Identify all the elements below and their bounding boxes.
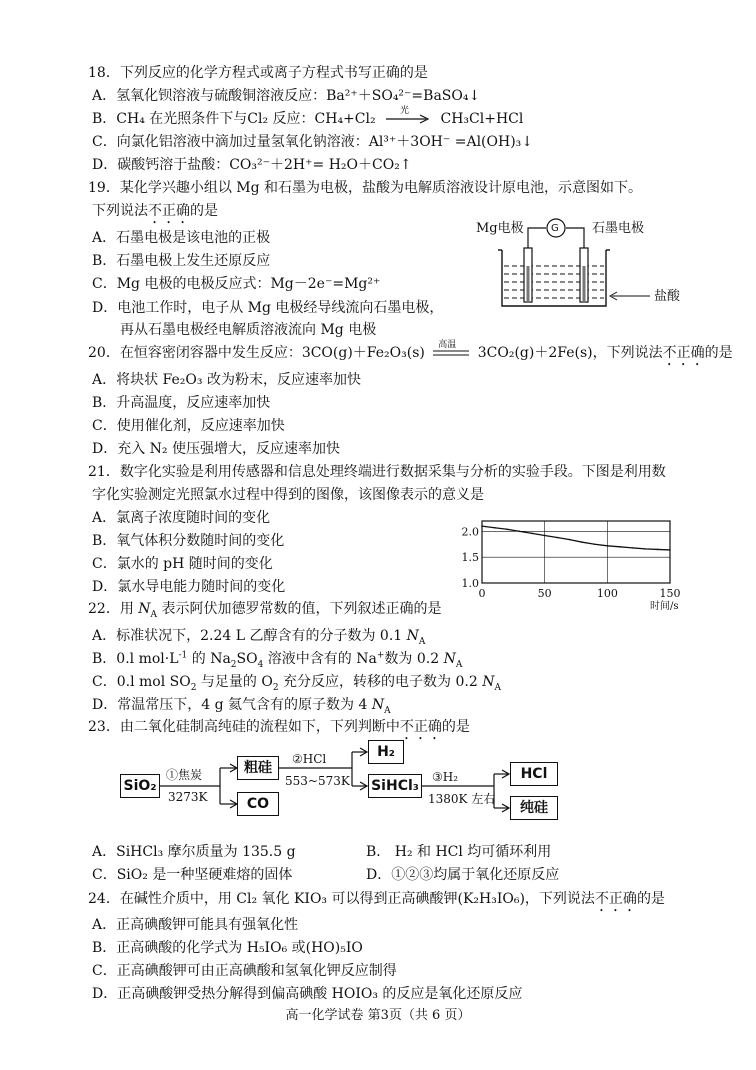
- right-arrow-icon: [386, 112, 430, 126]
- q18-option-b: [92, 106, 524, 129]
- chart-ytick-label: 1.5: [461, 551, 479, 565]
- q21-option-a: A．氯离子浓度随时间的变化: [92, 510, 271, 526]
- silicon-production-flowchart: [120, 738, 580, 830]
- co-box: CO: [237, 792, 279, 816]
- hydrochloric-acid-label: 盐酸: [654, 289, 681, 304]
- step2-condition-top: ②HCl: [292, 752, 327, 766]
- chart-data-point: [669, 549, 671, 551]
- q19-stem-end: 的是: [190, 203, 218, 219]
- q20-option-a: A．将块状 Fe₂O₃ 改为粉末，反应速率加快: [92, 372, 361, 388]
- chart-data-point: [531, 533, 533, 535]
- galvanometer-label: G: [551, 223, 559, 234]
- q24-option-d: D．正高碘酸钾受热分解得到偏高碘酸 HOIO₃ 的反应是氧化还原反应: [92, 986, 523, 1002]
- q18-option-a: A．氢氧化钡溶液与硫酸铜溶液反应：Ba²⁺＋SO₄²⁻=BaSO₄↓: [92, 88, 481, 104]
- chart-xtick-label: 50: [537, 587, 552, 600]
- q22-stem: 22．用 $N_A$ 表示阿伏加德罗常数的值，下列叙述正确的是: [88, 601, 442, 620]
- q20-option-b: B．升高温度，反应速率加快: [92, 395, 271, 411]
- q24-stem-end: 的是: [636, 891, 665, 907]
- q19-stem-text: 下列说法: [92, 203, 148, 219]
- graphite-electrode-label: 石墨电极: [592, 221, 645, 236]
- step2-condition-bottom: 553~573K: [285, 774, 350, 788]
- q20-emphasis-not-correct: 不正确: [662, 345, 705, 361]
- chart-data-point: [481, 525, 483, 527]
- chart-xtick-label: 100: [596, 587, 618, 600]
- q20-stem-end: 的是: [704, 345, 733, 361]
- q24-stem: [88, 889, 665, 915]
- crude-silicon-box: 粗硅: [237, 756, 279, 780]
- chart-data-point: [556, 537, 558, 539]
- q23-option-a: A．SiHCl₃ 摩尔质量为 135.5 g: [92, 844, 296, 860]
- q19-option-c: C．Mg 电极的电极反应式：Mg－2e⁻=Mg²⁺: [92, 276, 381, 292]
- chart-xtick-label: 150: [659, 587, 681, 600]
- q24-stem-text: 24．在碱性介质中，用 Cl₂ 氧化 KIO₃ 可以得到正高碘酸钾(K₂H₃IO₆)，下列说法: [88, 891, 595, 907]
- q21-option-d: D．氯水导电能力随时间的变化: [92, 579, 286, 595]
- chart-data-point: [544, 535, 546, 537]
- q24-option-b: B．正高碘酸的化学式为 H₅IO₆ 或(HO)₅IO: [92, 940, 363, 956]
- q19-option-a: A．石墨电极是该电池的正极: [92, 230, 271, 246]
- q19-emphasis-not-correct: 不正确: [148, 203, 190, 219]
- chart-ytick-label: 1.0: [461, 577, 479, 590]
- chart-data-point: [494, 527, 496, 529]
- chart-data-point: [632, 547, 634, 549]
- q22-option-d: D．常温常压下，4 g 氦气含有的原子数为 4 $N_A$: [92, 697, 391, 716]
- q23-stem-end: 的是: [441, 719, 470, 735]
- q18-option-d: D．碳酸钙溶于盐酸：CO₃²⁻＋2H⁺= H₂O＋CO₂↑: [92, 157, 412, 173]
- chart-data-point: [607, 545, 609, 547]
- q20-option-d: D．充入 N₂ 使压强增大，反应速率加快: [92, 441, 340, 457]
- equilibrium-bar-icon: [433, 346, 469, 360]
- hcl-box: HCl: [510, 762, 558, 786]
- q21-stem-line2: 字化实验测定光照氯水过程中得到的图像，该图像表示的意义是: [92, 487, 484, 503]
- chart-data-point: [644, 548, 646, 550]
- page-footer: 高一化学试卷 第3页（共 6 页）: [285, 1008, 471, 1023]
- q22-option-c: C．0.l mol $SO_2$ 与足量的 $O_2$ 充分反应，转移的电子数为 0.2 $N_A$: [92, 674, 501, 693]
- step1-condition-bottom: 3273K: [168, 790, 208, 804]
- q24-option-a: A．正高碘酸钾可能具有强氧化性: [92, 917, 299, 933]
- chart-data-point: [594, 543, 596, 545]
- q23-emphasis-not-correct: 不正确: [399, 719, 442, 735]
- q24-emphasis-not-correct: 不正确: [594, 891, 637, 907]
- q21-stem-line1: 21．数字化实验是利用传感器和信息处理终端进行数据采集与分析的实验手段。下图是利用数: [88, 464, 666, 480]
- galvanic-cell-diagram: [472, 214, 712, 320]
- q19-option-d-line1: D．电池工作时，电子从 Mg 电极经导线流向石墨电极，: [92, 300, 444, 316]
- pure-silicon-box: 纯硅: [510, 796, 558, 820]
- q18-arrow-condition: 光: [400, 106, 410, 116]
- chart-ytick-label: 2.0: [461, 525, 479, 539]
- q22-option-a: A．标准状况下，2.24 L 乙醇含有的分子数为 0.1 $N_A$: [92, 628, 426, 647]
- chlorine-water-chart: [450, 515, 690, 610]
- step3-condition-top: ③H₂: [432, 770, 459, 784]
- chart-series-line: [482, 526, 670, 550]
- step3-condition-bottom: 1380K 左右: [428, 792, 496, 806]
- q20-stem: [88, 340, 733, 369]
- na-symbol: N: [138, 601, 151, 617]
- q19-option-b: B．石墨电极上发生还原反应: [92, 253, 271, 269]
- chart-data-point: [581, 541, 583, 543]
- q23-option-b: B． H₂ 和 HCl 均可循环利用: [366, 844, 552, 860]
- step1-condition-top: ①焦炭: [166, 768, 203, 782]
- q19-option-d-line2: 再从石墨电极经电解质溶液流向 Mg 电极: [120, 322, 377, 338]
- q21-option-b: B．氧气体积分数随时间的变化: [92, 533, 285, 549]
- q18-reaction-arrow: [386, 106, 430, 126]
- q18-option-b-left: B．CH₄ 在光照条件下与Cl₂ 反应：CH₄+Cl₂: [92, 111, 376, 127]
- q20-option-c: C．使用催化剂，反应速率加快: [92, 418, 285, 434]
- q18-option-b-right: CH₃Cl+HCl: [440, 111, 524, 127]
- q20-arrow-condition: 高温: [438, 340, 457, 350]
- q20-stem-middle: 3CO₂(g)＋2Fe(s)，下列说法: [477, 345, 663, 361]
- chart-xlabel: 时间/s: [650, 601, 679, 610]
- q23-stem-text: 23．由二氧化硅制高纯硅的流程如下，下列判断中: [88, 719, 400, 735]
- sio2-box: SiO₂: [120, 774, 160, 798]
- q24-option-c: C．正高碘酸钾可由正高碘酸和氢氧化钾反应制得: [92, 963, 397, 979]
- chart-data-point: [506, 528, 508, 530]
- chart-data-point: [657, 549, 659, 551]
- q22-option-b: B．0.l $mol\cdot L^{-1}$ 的 $Na_2SO_4$ 溶液中含有的 Na+数为 0.2 $N_A$: [92, 650, 463, 670]
- q20-stem-left: 20．在恒容密闭容器中发生反应：3CO(g)＋Fe₂O₃(s): [88, 345, 425, 361]
- q18-stem: 18．下列反应的化学方程式或离子方程式书写正确的是: [88, 65, 428, 81]
- q23-option-d: D．①②③均属于氧化还原反应: [366, 867, 560, 883]
- q19-stem-line2: [92, 201, 218, 227]
- q19-stem-line1: 19．某化学兴趣小组以 Mg 和石墨为电极，盐酸为电解质溶液设计原电池，示意图如下。: [88, 180, 643, 196]
- q21-option-c: C．氯水的 pH 随时间的变化: [92, 556, 273, 572]
- chart-data-point: [569, 539, 571, 541]
- chart-xtick-label: 0: [478, 587, 486, 600]
- q23-option-c: C．SiO₂ 是一种坚硬难熔的固体: [92, 867, 293, 883]
- mg-electrode-label: Mg电极: [476, 221, 524, 236]
- sihcl3-box: SiHCl₃: [368, 774, 422, 798]
- h2-box: H₂: [368, 740, 404, 764]
- chart-data-point: [519, 531, 521, 533]
- q20-reaction-arrow: [433, 340, 469, 360]
- chart-data-point: [619, 546, 621, 548]
- line-chart: [450, 515, 690, 610]
- q18-option-c: C．向氯化铝溶液中滴加过量氢氧化钠溶液：Al³⁺＋3OH⁻ =Al(OH)₃↓: [92, 134, 534, 150]
